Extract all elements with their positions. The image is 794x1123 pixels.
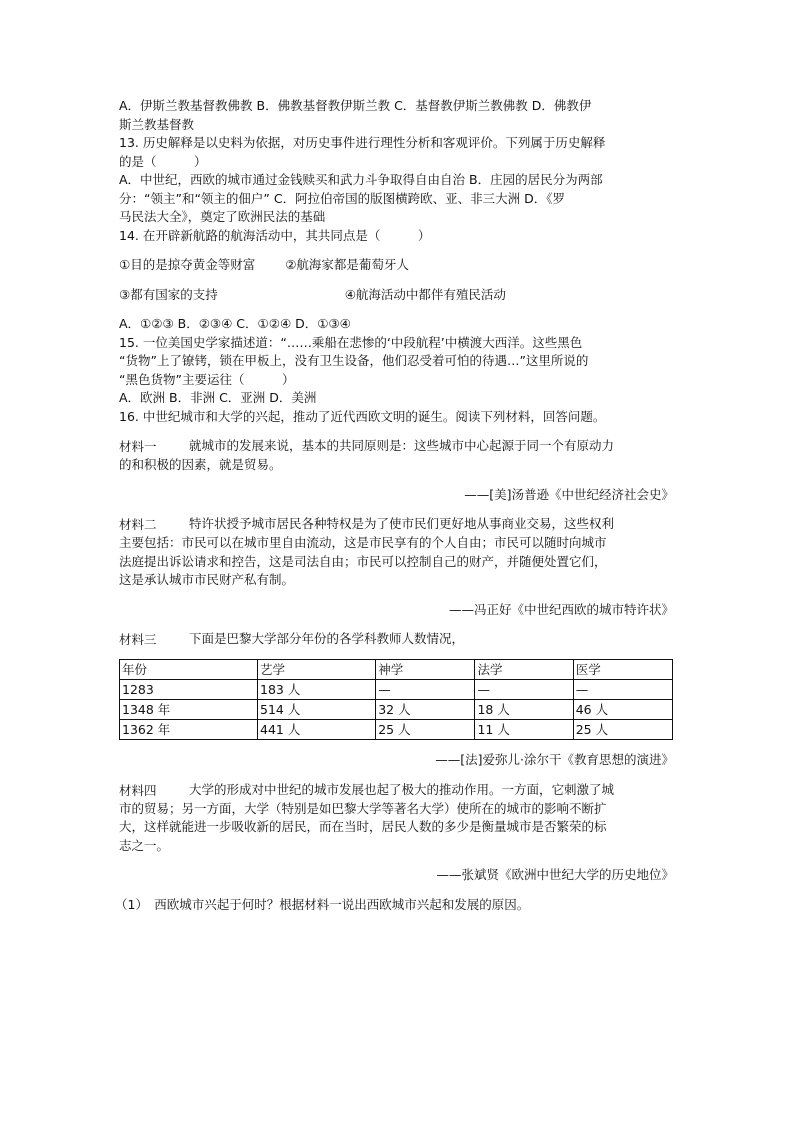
material-source: ——[法]爱弥儿·涂尔干《教育思想的演进》	[435, 752, 674, 767]
table-header-cell: 医学	[573, 660, 672, 680]
material-text: 大学的形成对中世纪的城市发展也起了极大的推动作用。一方面，它刺激了城	[189, 781, 615, 797]
material-label: 材料四	[119, 782, 157, 798]
q13-options: 马民法大全》，奠定了欧洲民法的基础	[119, 209, 326, 224]
material-text: 这是承认城市市民财产私有制。	[119, 572, 295, 587]
table-cell: 25 人	[573, 720, 672, 740]
material-text: 的和积极的因素，就是贸易。	[119, 457, 282, 472]
q14-item-4: ④航海活动中都伴有殖民活动	[344, 286, 506, 302]
table-row	[120, 680, 673, 700]
material-text: 主要包括：市民可以在城市里自由流动，这是市民享有的个人自由；市民可以随时向城市	[119, 535, 607, 550]
q15-stem: 15. 一位美国史学家描述道：“……乘船在悲惨的‘中段航程’中横渡大西洋。这些黑色	[119, 334, 583, 350]
table-row	[120, 720, 673, 740]
table-cell: 1348 年	[120, 700, 258, 720]
material-label: 材料一	[119, 439, 157, 454]
q16-subquestion-1: （1） 西欧城市兴起于何时？根据材料一说出西欧城市兴起和发展的原因。	[115, 896, 530, 912]
table-cell: 11 人	[475, 720, 573, 740]
q14-options: A．①②③ B．②③④ C．①②④ D．①③④	[119, 316, 351, 331]
material-2	[119, 515, 674, 534]
table-cell: —	[475, 680, 573, 700]
table-cell: 1362 年	[120, 720, 258, 740]
table-header-cell: 法学	[475, 660, 573, 680]
q12-options-line: 斯兰教基督教	[119, 116, 195, 132]
q15-stem: “黑色货物”主要运往（ ）	[119, 371, 295, 387]
table-cell: 32 人	[376, 700, 475, 720]
q14-item-3: ③都有国家的支持	[119, 286, 218, 302]
table-header-row	[120, 660, 673, 680]
material-1	[119, 437, 674, 456]
q15-stem: “货物”上了镣铐，锁在甲板上，没有卫生设备，他们忍受着可怕的待遇…”这里所说的	[119, 353, 589, 368]
q13-options: 分：“领主”和“领主的佃户” C．阿拉伯帝国的版图横跨欧、亚、非三大洲 D．《罗	[119, 190, 565, 206]
material-source: ——张斌贤《欧洲中世纪大学的历史地位》	[436, 867, 674, 882]
table-cell: 18 人	[475, 700, 573, 720]
q14-item-1: ①目的是掠夺黄金等财富	[119, 257, 256, 272]
material-text: 下面是巴黎大学部分年份的各学科教师人数情况，	[189, 631, 465, 646]
material-text: 市的贸易；另一方面，大学（特别是如巴黎大学等著名大学）使所在的城市的影响不断扩	[119, 800, 607, 816]
q13-stem: 的是（ ）	[119, 153, 207, 169]
table-cell: 46 人	[573, 700, 672, 720]
material-label: 材料二	[119, 517, 157, 532]
table-cell: 25 人	[376, 720, 475, 740]
material-source: ——冯正好《中世纪西欧的城市特许状》	[448, 601, 674, 617]
q12-options-line: A．伊斯兰教基督教佛教 B．佛教基督教伊斯兰教 C．基督教伊斯兰教佛教 D．佛教伊	[119, 98, 592, 113]
teacher-count-table	[119, 659, 673, 740]
q14-item-row	[119, 256, 674, 275]
material-text: 特许状授予城市居民各种特权是为了使市民们更好地从事商业交易，这些权利	[189, 516, 615, 531]
material-3	[119, 630, 674, 649]
material-source: ——[美]汤普逊《中世纪经济社会史》	[464, 486, 674, 502]
material-text: 法庭提出诉讼请求和控告，这是司法自由；市民可以控制自己的财产，并随便处置它们，	[119, 553, 607, 569]
material-text: 就城市的发展来说，基本的共同原则是：这些城市中心起源于同一个有原动力	[189, 438, 615, 453]
material-text: 志之一。	[119, 837, 170, 853]
table-row	[120, 700, 673, 720]
q16-stem: 16. 中世纪城市和大学的兴起，推动了近代西欧文明的诞生。阅读下列材料，回答问题。	[119, 408, 606, 424]
table-cell: —	[376, 680, 475, 700]
table-header-cell: 神学	[376, 660, 475, 680]
table-header-cell: 艺学	[258, 660, 376, 680]
q15-options: A．欧洲 B．非洲 C．亚洲 D．美洲	[119, 390, 317, 405]
q13-stem: 13. 历史解释是以史料为依据，对历史事件进行理性分析和客观评价。下列属于历史解释	[119, 135, 606, 150]
q14-stem: 14. 在开辟新航路的航海活动中，其共同点是（ ）	[119, 227, 431, 243]
table-cell: —	[573, 680, 672, 700]
material-4	[119, 781, 674, 800]
material-label: 材料三	[119, 632, 157, 647]
table-cell: 441 人	[258, 720, 376, 740]
table-cell: 514 人	[258, 700, 376, 720]
table-cell: 1283	[120, 680, 258, 700]
material-text: 大，这样就能进一步吸收新的居民，而在当时，居民人数的多少是衡量城市是否繁荣的标	[119, 819, 607, 834]
worksheet-page	[115, 97, 674, 914]
table-header-cell: 年份	[120, 660, 258, 680]
q13-options: A．中世纪，西欧的城市通过金钱赎买和武力斗争取得自由自治 B．庄园的居民分为两部	[119, 172, 603, 187]
table-cell: 183 人	[258, 680, 376, 700]
q14-item-row	[119, 286, 674, 305]
q14-item-2: ②航海家都是葡萄牙人	[285, 257, 409, 272]
